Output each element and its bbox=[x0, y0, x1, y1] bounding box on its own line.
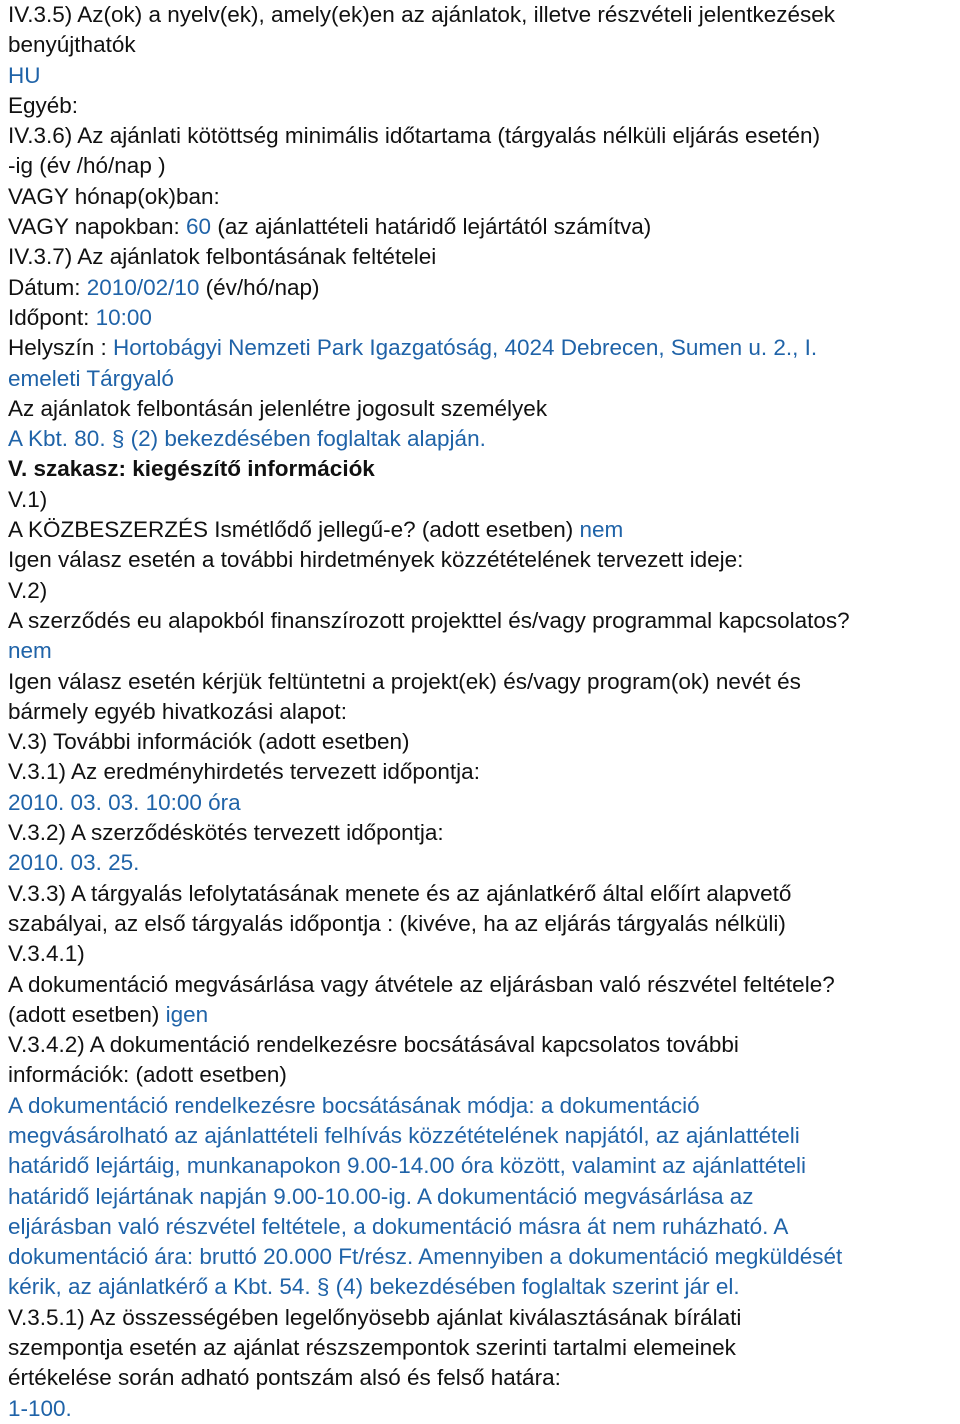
text-line bbox=[8, 151, 952, 181]
field-label: szempontja esetén az ajánlat részszempontok szerinti tartalmi elemeinek bbox=[8, 1335, 736, 1361]
text-line bbox=[8, 424, 952, 454]
field-label: V.3.4.2) A dokumentáció rendelkezésre bocsátásával kapcsolatos további bbox=[8, 1032, 739, 1058]
field-value: A Kbt. 80. § (2) bekezdésében foglaltak alapján. bbox=[8, 426, 486, 452]
field-label: IV.3.7) Az ajánlatok felbontásának feltételei bbox=[8, 244, 437, 270]
text-line bbox=[8, 1000, 952, 1030]
field-label: V.3.1) Az eredményhirdetés tervezett időpontja: bbox=[8, 759, 480, 785]
text-line bbox=[8, 1121, 952, 1151]
text-line bbox=[8, 939, 952, 969]
text-line bbox=[8, 515, 952, 545]
field-value: eljárásban való részvétel feltétele, a dokumentáció másra át nem ruházható. A bbox=[8, 1213, 789, 1239]
field-value: nem bbox=[8, 638, 52, 664]
text-line bbox=[8, 182, 952, 212]
field-label: Időpont: bbox=[8, 304, 96, 330]
field-value: határidő lejártáig, munkanapokon 9.00-14.00 óra között, valamint az ajánlattételi bbox=[8, 1153, 806, 1179]
text-line bbox=[8, 636, 952, 666]
field-value: A dokumentáció rendelkezésre bocsátásának módja: a dokumentáció bbox=[8, 1092, 700, 1118]
text-line bbox=[8, 1030, 952, 1060]
text-line bbox=[8, 1363, 952, 1393]
text-line bbox=[8, 879, 952, 909]
field-value: kérik, az ajánlatkérő a Kbt. 54. § (4) bekezdésében foglaltak szerint jár el. bbox=[8, 1274, 740, 1300]
field-value: határidő lejártának napján 9.00-10.00-ig. A dokumentáció megvásárlása az bbox=[8, 1183, 754, 1209]
field-label: VAGY hónap(ok)ban: bbox=[8, 183, 220, 209]
field-value: 2010/02/10 bbox=[86, 274, 200, 300]
field-label: A KÖZBESZERZÉS Ismétlődő jellegű-e? (adott esetben) bbox=[8, 517, 580, 543]
field-label: benyújthatók bbox=[8, 32, 136, 58]
field-value: 60 bbox=[186, 214, 212, 240]
field-label: információk: (adott esetben) bbox=[8, 1062, 287, 1088]
text-line bbox=[8, 1212, 952, 1242]
text-line bbox=[8, 788, 952, 818]
field-label: (év/hó/nap) bbox=[199, 274, 320, 300]
field-label: V.3.3) A tárgyalás lefolytatásának menete és az ajánlatkérő által előírt alapvető bbox=[8, 880, 792, 906]
text-line bbox=[8, 667, 952, 697]
text-line bbox=[8, 121, 952, 151]
field-value: dokumentáció ára: bruttó 20.000 Ft/rész. Amennyiben a dokumentáció megküldését bbox=[8, 1244, 843, 1270]
text-line bbox=[8, 970, 952, 1000]
text-line bbox=[8, 333, 952, 363]
field-label: A szerződés eu alapokból finanszírozott projekttel és/vagy programmal kapcsolatos? bbox=[8, 607, 850, 633]
text-line bbox=[8, 30, 952, 60]
text-line bbox=[8, 0, 952, 30]
field-value: 2010. 03. 03. 10:00 óra bbox=[8, 789, 241, 815]
text-line bbox=[8, 1060, 952, 1090]
field-label: Egyéb: bbox=[8, 92, 79, 118]
field-label: V.3) További információk (adott esetben) bbox=[8, 729, 410, 755]
text-line bbox=[8, 757, 952, 787]
field-label: A dokumentáció megvásárlása vagy átvétele az eljárásban való részvétel feltétele? bbox=[8, 971, 835, 997]
text-line bbox=[8, 394, 952, 424]
text-line bbox=[8, 1242, 952, 1272]
field-label: IV.3.6) Az ajánlati kötöttség minimális időtartama (tárgyalás nélküli eljárás esetén) bbox=[8, 123, 821, 149]
text-line bbox=[8, 848, 952, 878]
field-label: V.3.2) A szerződéskötés tervezett időpontja: bbox=[8, 820, 444, 846]
field-value: 10:00 bbox=[95, 304, 152, 330]
text-line bbox=[8, 303, 952, 333]
field-label: Igen válasz esetén a további hirdetmények közzétételének tervezett ideje: bbox=[8, 547, 744, 573]
field-label: szabályai, az első tárgyalás időpontja : (kivéve, ha az eljárás tárgyalás nélküli) bbox=[8, 910, 786, 936]
text-line bbox=[8, 606, 952, 636]
text-line bbox=[8, 91, 952, 121]
text-line bbox=[8, 818, 952, 848]
field-label: V.1) bbox=[8, 486, 48, 512]
field-label: bármely egyéb hivatkozási alapot: bbox=[8, 698, 347, 724]
field-value: nem bbox=[579, 517, 624, 543]
text-line bbox=[8, 212, 952, 242]
text-line bbox=[8, 909, 952, 939]
text-line bbox=[8, 1394, 952, 1424]
field-value: 1-100. bbox=[8, 1395, 72, 1421]
field-label: VAGY napokban: bbox=[8, 214, 187, 240]
field-label: V.2) bbox=[8, 577, 48, 603]
field-value: megvásárolható az ajánlattételi felhívás közzétételének napjától, az ajánlattételi bbox=[8, 1122, 800, 1148]
text-line bbox=[8, 485, 952, 515]
field-label: IV.3.5) Az(ok) a nyelv(ek), amely(ek)en az ajánlatok, illetve részvételi jelentkezések bbox=[8, 2, 836, 27]
text-line bbox=[8, 545, 952, 575]
field-label: (az ajánlattételi határidő lejártától számítva) bbox=[211, 214, 652, 240]
text-line bbox=[8, 697, 952, 727]
field-label: Igen válasz esetén kérjük feltüntetni a projekt(ek) és/vagy program(ok) nevét és bbox=[8, 668, 801, 694]
text-line bbox=[8, 273, 952, 303]
text-line bbox=[8, 1182, 952, 1212]
section-heading: V. szakasz: kiegészítő információk bbox=[8, 456, 375, 482]
text-line bbox=[8, 242, 952, 272]
text-line bbox=[8, 576, 952, 606]
field-value: 2010. 03. 25. bbox=[8, 850, 140, 876]
text-line bbox=[8, 1272, 952, 1302]
field-label: Helyszín : bbox=[8, 335, 114, 361]
field-value: HU bbox=[8, 62, 41, 88]
field-label: Dátum: bbox=[8, 274, 87, 300]
field-label: -ig (év /hó/nap ) bbox=[8, 153, 166, 179]
text-line bbox=[8, 1151, 952, 1181]
text-line bbox=[8, 454, 952, 484]
field-value: Hortobágyi Nemzeti Park Igazgatóság, 4024 Debrecen, Sumen u. 2., I. bbox=[113, 335, 818, 361]
text-line bbox=[8, 1303, 952, 1333]
field-label: értékelése során adható pontszám alsó és felső határa: bbox=[8, 1365, 561, 1391]
text-line bbox=[8, 1333, 952, 1363]
text-line bbox=[8, 1091, 952, 1121]
field-value: igen bbox=[165, 1001, 209, 1027]
text-line bbox=[8, 364, 952, 394]
field-label: Az ajánlatok felbontásán jelenlétre jogosult személyek bbox=[8, 395, 548, 421]
text-line bbox=[8, 727, 952, 757]
field-label: (adott esetben) bbox=[8, 1001, 166, 1027]
field-value: emeleti Tárgyaló bbox=[8, 365, 174, 391]
field-label: V.3.5.1) Az összességében legelőnyösebb ajánlat kiválasztásának bírálati bbox=[8, 1304, 742, 1330]
field-label: V.3.4.1) bbox=[8, 941, 85, 967]
text-line bbox=[8, 61, 952, 91]
